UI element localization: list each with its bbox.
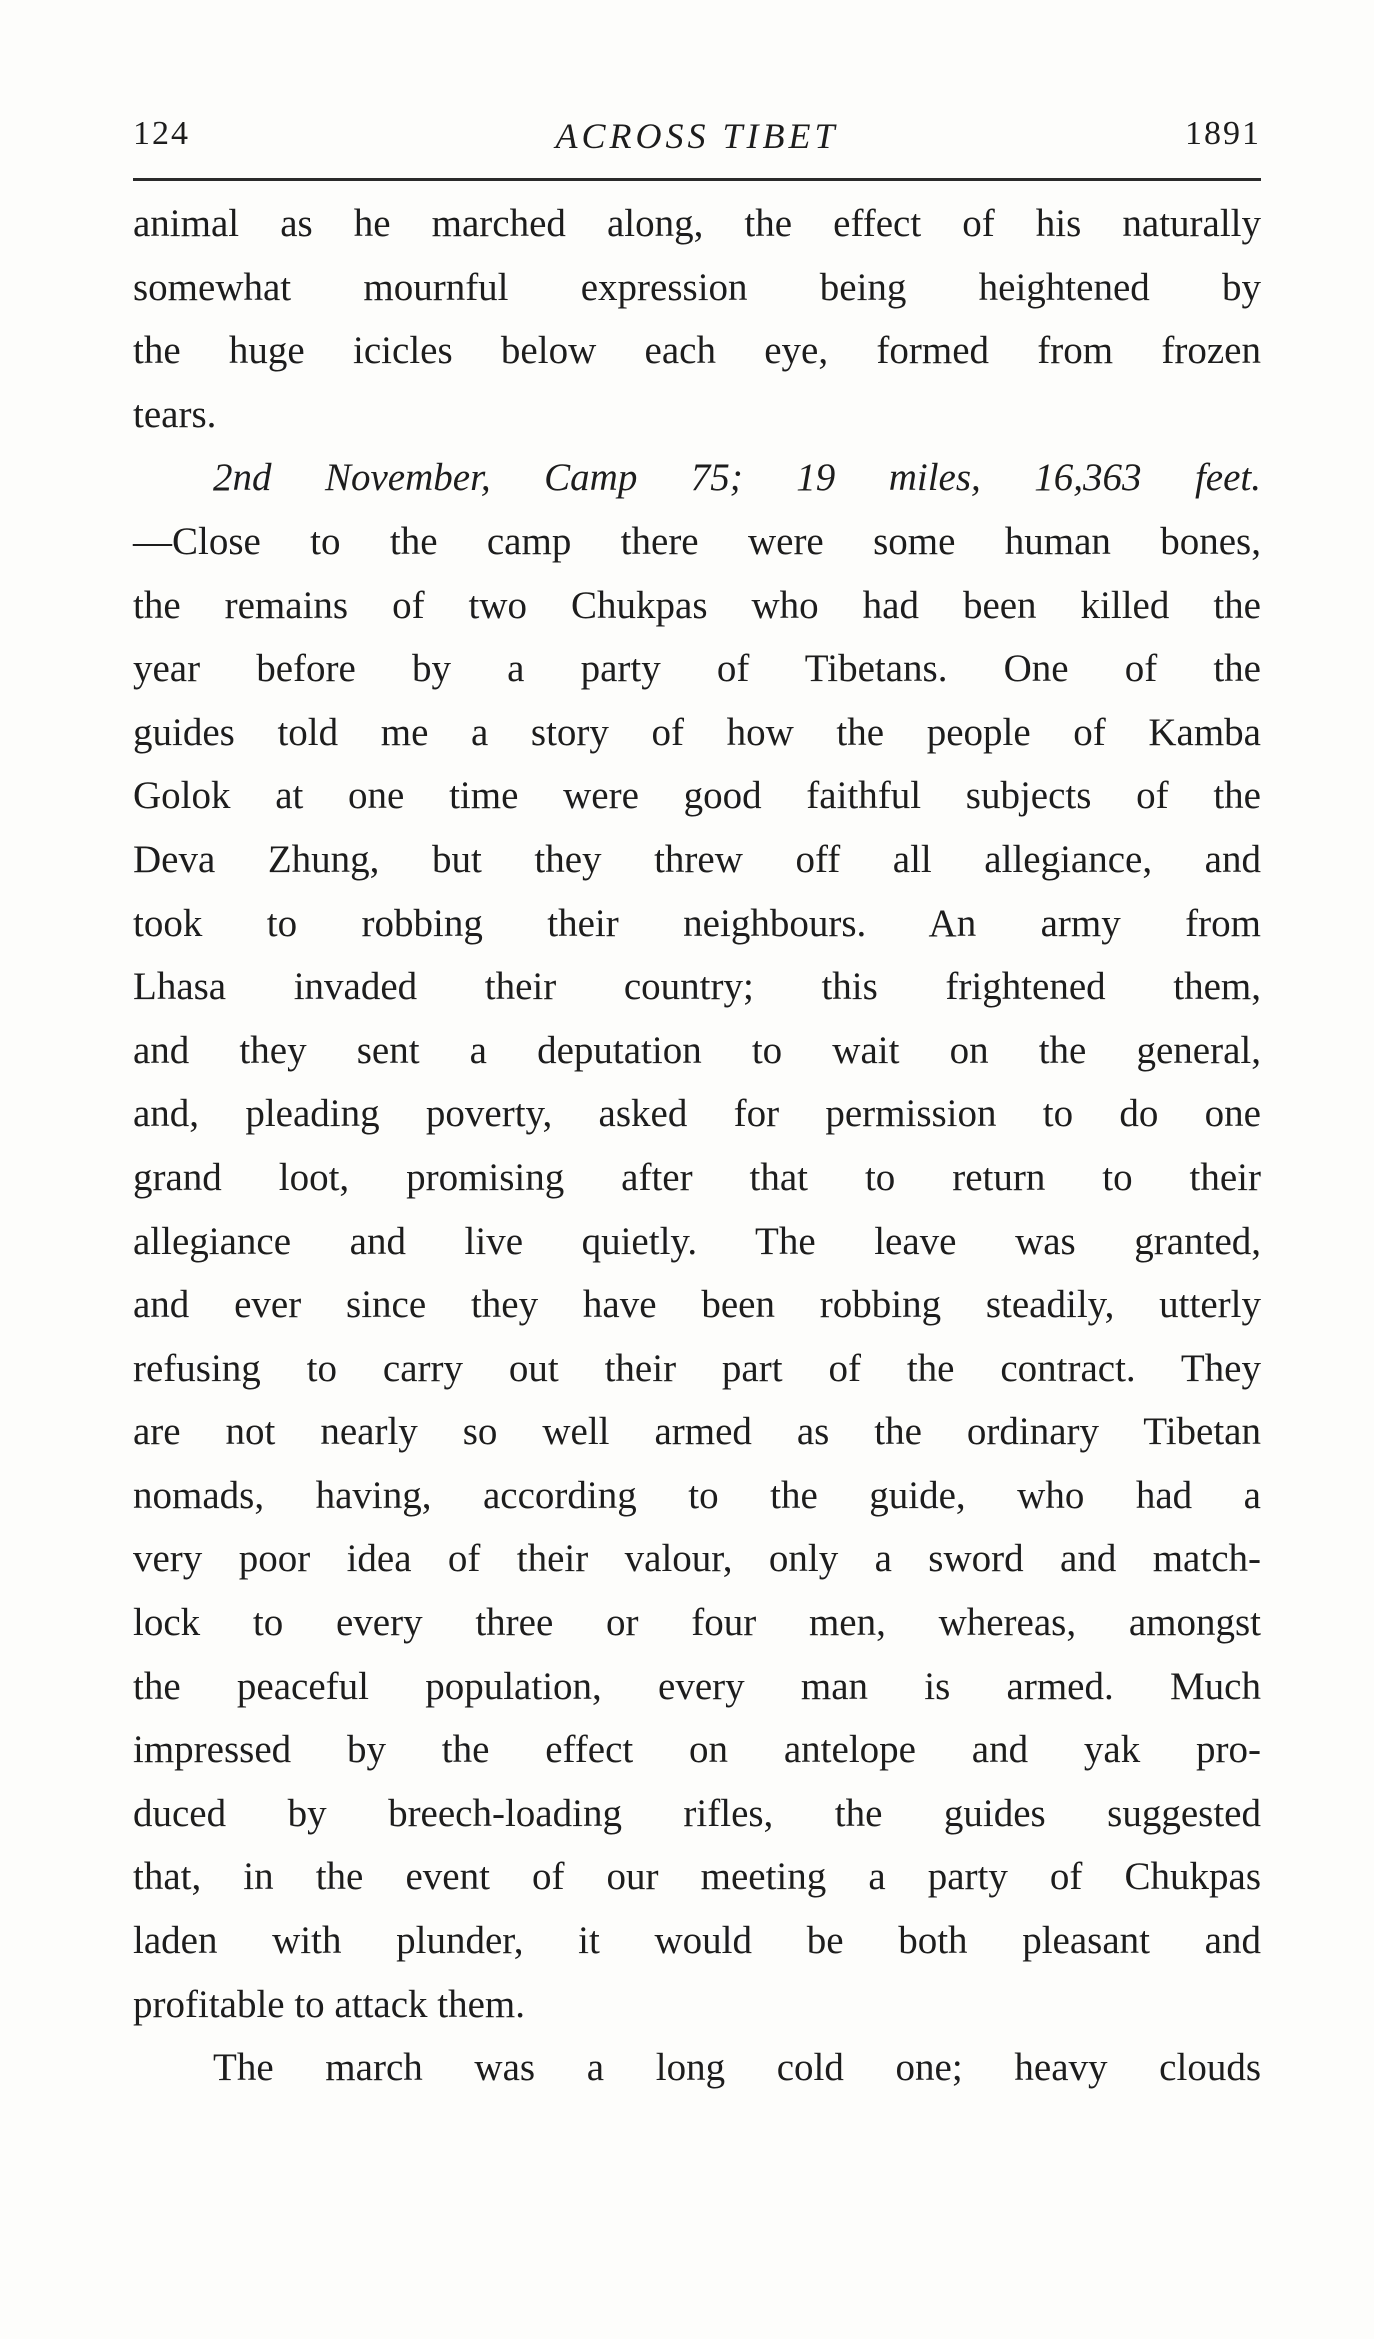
body-text: [133, 192, 1261, 2100]
text-line: The march was a long cold one; heavy clouds: [213, 2046, 1261, 2090]
text-line: lock to every three or four men, whereas, amongst: [133, 1601, 1261, 1645]
text-line: impressed by the effect on antelope and yak pro-: [133, 1728, 1261, 1772]
text-line: somewhat mournful expression being heightened by: [133, 265, 1261, 309]
dateline: 2nd November, Camp 75; 19 miles, 16,363 feet.: [213, 456, 1261, 500]
page-header: [133, 105, 1261, 165]
text-line: tears.: [133, 392, 217, 436]
text-line: animal as he marched along, the effect of his naturally: [133, 202, 1261, 245]
text-line: profitable to attack them.: [133, 1982, 526, 2026]
text-line: refusing to carry out their part of the contract. They: [133, 1346, 1261, 1390]
text-line: year before by a party of Tibetans. One of the: [133, 647, 1261, 691]
text-line: Deva Zhung, but they threw off all allegiance, and: [133, 837, 1261, 881]
text-line: the huge icicles below each eye, formed from frozen: [133, 329, 1261, 373]
header-year: 1891: [1185, 115, 1261, 152]
text-line: are not nearly so well armed as the ordinary Tibetan: [133, 1410, 1261, 1454]
text-line: very poor idea of their valour, only a sword and match-: [133, 1537, 1261, 1581]
header-rule: [133, 178, 1261, 181]
text-line: duced by breech-loading rifles, the guides suggested: [133, 1791, 1261, 1835]
page-number: 124: [133, 115, 190, 152]
text-line: guides told me a story of how the people of Kamba: [133, 710, 1261, 754]
text-line: and they sent a deputation to wait on the general,: [133, 1028, 1261, 1072]
text-line: nomads, having, according to the guide, who had a: [133, 1473, 1261, 1517]
text-line: Golok at one time were good faithful subjects of the: [133, 774, 1261, 818]
text-line: that, in the event of our meeting a party of Chukpas: [133, 1855, 1261, 1899]
text-line: laden with plunder, it would be both pleasant and: [133, 1919, 1261, 1963]
text-line: the remains of two Chukpas who had been killed the: [133, 583, 1261, 627]
text-line: —Close to the camp there were some human bones,: [133, 519, 1261, 563]
text-line: allegiance and live quietly. The leave was granted,: [133, 1219, 1261, 1263]
text-line: the peaceful population, every man is armed. Much: [133, 1664, 1261, 1708]
text-line: and ever since they have been robbing steadily, utterly: [133, 1283, 1261, 1327]
running-head: ACROSS TIBET: [555, 116, 839, 156]
text-line: took to robbing their neighbours. An army from: [133, 901, 1261, 945]
text-line: Lhasa invaded their country; this frightened them,: [133, 965, 1261, 1009]
text-line: and, pleading poverty, asked for permission to do one: [133, 1092, 1261, 1136]
text-line: grand loot, promising after that to return to their: [133, 1155, 1261, 1199]
